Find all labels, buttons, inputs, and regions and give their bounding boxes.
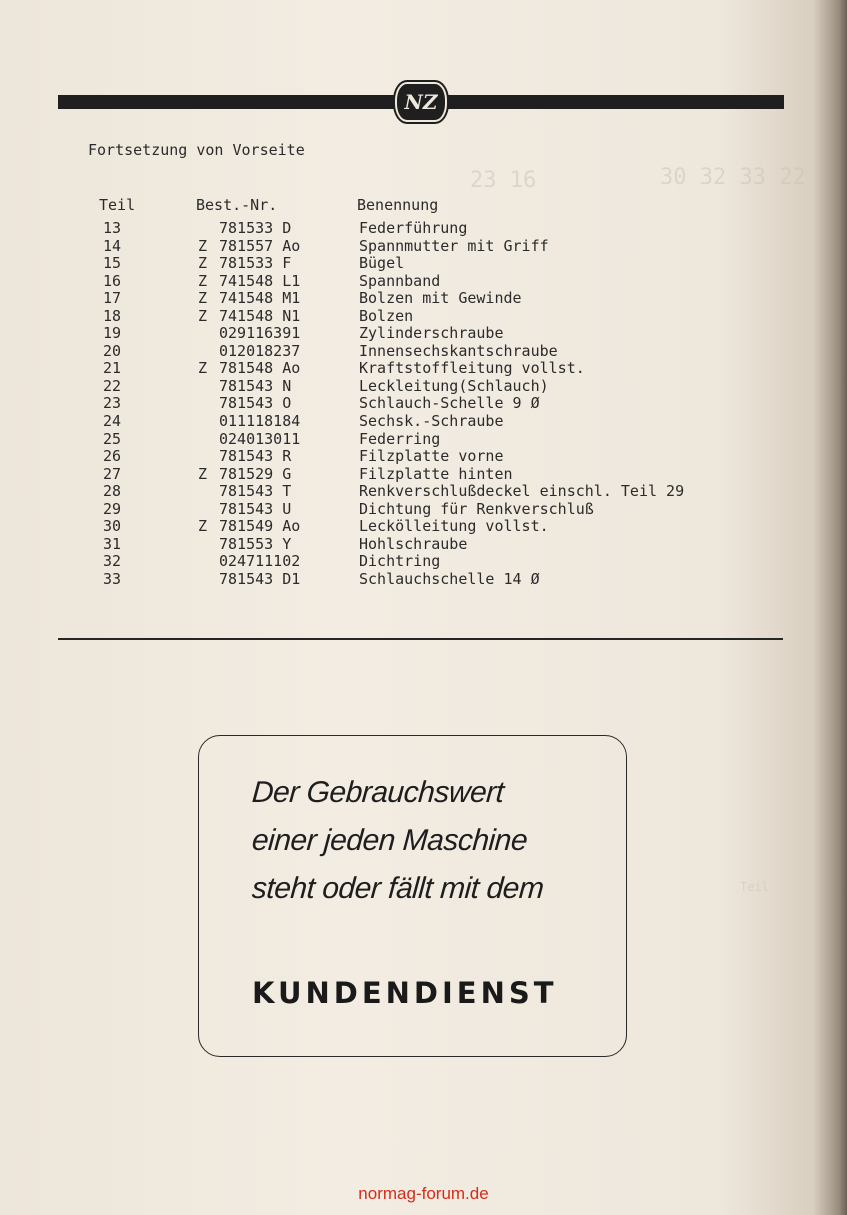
table-row <box>0 518 847 536</box>
z-marker: Z <box>198 306 208 325</box>
table-row <box>0 395 847 413</box>
part-name: Leckleitung(Schlauch) <box>359 376 549 395</box>
part-name: Leckölleitung vollst. <box>359 517 549 536</box>
part-number: 17 <box>103 289 122 308</box>
order-number: 781543 N <box>219 376 292 395</box>
part-name: Schlauchschelle 14 Ø <box>359 569 540 588</box>
part-name: Renkverschlußdeckel einschl. Teil 29 <box>359 482 685 501</box>
part-number: 27 <box>103 464 122 483</box>
part-number: 20 <box>103 341 122 360</box>
table-row <box>0 378 847 396</box>
bleed-through-text: 30 32 33 22 <box>660 165 806 190</box>
table-row <box>0 360 847 378</box>
order-number: 781557 Ao <box>219 236 301 255</box>
part-name: Bügel <box>359 254 405 273</box>
part-number: 26 <box>103 447 122 466</box>
parts-table <box>0 220 847 588</box>
logo-text: NZ <box>404 90 438 114</box>
part-name: Dichtung für Renkverschluß <box>359 499 594 518</box>
table-row <box>0 308 847 326</box>
z-marker: Z <box>198 236 208 255</box>
part-number: 31 <box>103 534 122 553</box>
z-marker: Z <box>198 254 208 273</box>
z-marker: Z <box>198 271 208 290</box>
footer-watermark: normag-forum.de <box>358 1184 489 1203</box>
order-number: 741548 L1 <box>219 271 301 290</box>
table-row <box>0 501 847 519</box>
part-number: 33 <box>103 569 122 588</box>
part-number: 24 <box>103 412 122 431</box>
order-number: 781553 Y <box>219 534 292 553</box>
order-number: 781543 D1 <box>219 569 301 588</box>
table-row <box>0 325 847 343</box>
table-row <box>0 413 847 431</box>
part-number: 19 <box>103 324 122 343</box>
table-row <box>0 290 847 308</box>
nz-logo <box>395 82 447 122</box>
order-number: 781543 R <box>219 447 292 466</box>
table-row <box>0 448 847 466</box>
order-number: 781543 O <box>219 394 292 413</box>
order-number: 781543 U <box>219 499 292 518</box>
part-name: Dichtring <box>359 552 441 571</box>
table-row <box>0 553 847 571</box>
table-row <box>0 343 847 361</box>
part-number: 28 <box>103 482 122 501</box>
bleed-through-text: 23 16 <box>470 168 537 193</box>
order-number: 024013011 <box>219 429 301 448</box>
part-name: Federführung <box>359 219 468 237</box>
part-number: 22 <box>103 376 122 395</box>
order-number: 012018237 <box>219 341 301 360</box>
table-row <box>0 255 847 273</box>
order-number: 781529 G <box>219 464 292 483</box>
part-name: Kraftstoffleitung vollst. <box>359 359 585 378</box>
part-name: Bolzen <box>359 306 414 325</box>
part-number: 30 <box>103 517 122 536</box>
table-row <box>0 466 847 484</box>
table-row <box>0 220 847 238</box>
part-name: Schlauch-Schelle 9 Ø <box>359 394 540 413</box>
advert-line-3: steht oder fällt mit dem <box>250 872 545 905</box>
order-number: 781543 T <box>219 482 292 501</box>
part-name: Innensechskantschraube <box>359 341 558 360</box>
advert-line-1: Der Gebrauchswert <box>250 776 505 809</box>
continuation-note: Fortsetzung von Vorseite <box>88 141 305 159</box>
part-number: 18 <box>103 306 122 325</box>
part-number: 25 <box>103 429 122 448</box>
z-marker: Z <box>198 517 208 536</box>
table-row <box>0 536 847 554</box>
z-marker: Z <box>198 289 208 308</box>
order-number: 029116391 <box>219 324 301 343</box>
table-row <box>0 273 847 291</box>
part-name: Federring <box>359 429 441 448</box>
z-marker: Z <box>198 464 208 483</box>
column-header-benennung: Benennung <box>357 196 439 214</box>
part-number: 29 <box>103 499 122 518</box>
table-row <box>0 571 847 589</box>
order-number: 781533 F <box>219 254 292 273</box>
order-number: 024711102 <box>219 552 301 571</box>
part-name: Spannmutter mit Griff <box>359 236 549 255</box>
order-number: 741548 N1 <box>219 306 301 325</box>
advert-line-2: einer jeden Maschine <box>250 824 529 857</box>
advert-kundendienst: KUNDENDIENST <box>252 976 558 1010</box>
order-number: 781548 Ao <box>219 359 301 378</box>
part-name: Bolzen mit Gewinde <box>359 289 522 308</box>
table-row <box>0 238 847 256</box>
order-number: 741548 M1 <box>219 289 301 308</box>
part-name: Filzplatte hinten <box>359 464 513 483</box>
table-row <box>0 431 847 449</box>
column-header-best-nr: Best.-Nr. <box>196 196 278 214</box>
table-row <box>0 483 847 501</box>
part-name: Filzplatte vorne <box>359 447 504 466</box>
part-name: Zylinderschraube <box>359 324 504 343</box>
bleed-through-text: Teil <box>740 880 769 894</box>
order-number: 011118184 <box>219 412 301 431</box>
column-header-teil: Teil <box>99 196 136 214</box>
order-number: 781533 D <box>219 219 292 237</box>
part-number: 32 <box>103 552 122 571</box>
part-number: 15 <box>103 254 122 273</box>
part-name: Hohlschraube <box>359 534 468 553</box>
part-number: 14 <box>103 236 122 255</box>
part-number: 16 <box>103 271 122 290</box>
order-number: 781549 Ao <box>219 517 301 536</box>
part-name: Spannband <box>359 271 441 290</box>
part-name: Sechsk.-Schraube <box>359 412 504 431</box>
z-marker: Z <box>198 359 208 378</box>
section-divider <box>58 638 783 640</box>
part-number: 21 <box>103 359 122 378</box>
part-number: 23 <box>103 394 122 413</box>
part-number: 13 <box>103 219 122 237</box>
